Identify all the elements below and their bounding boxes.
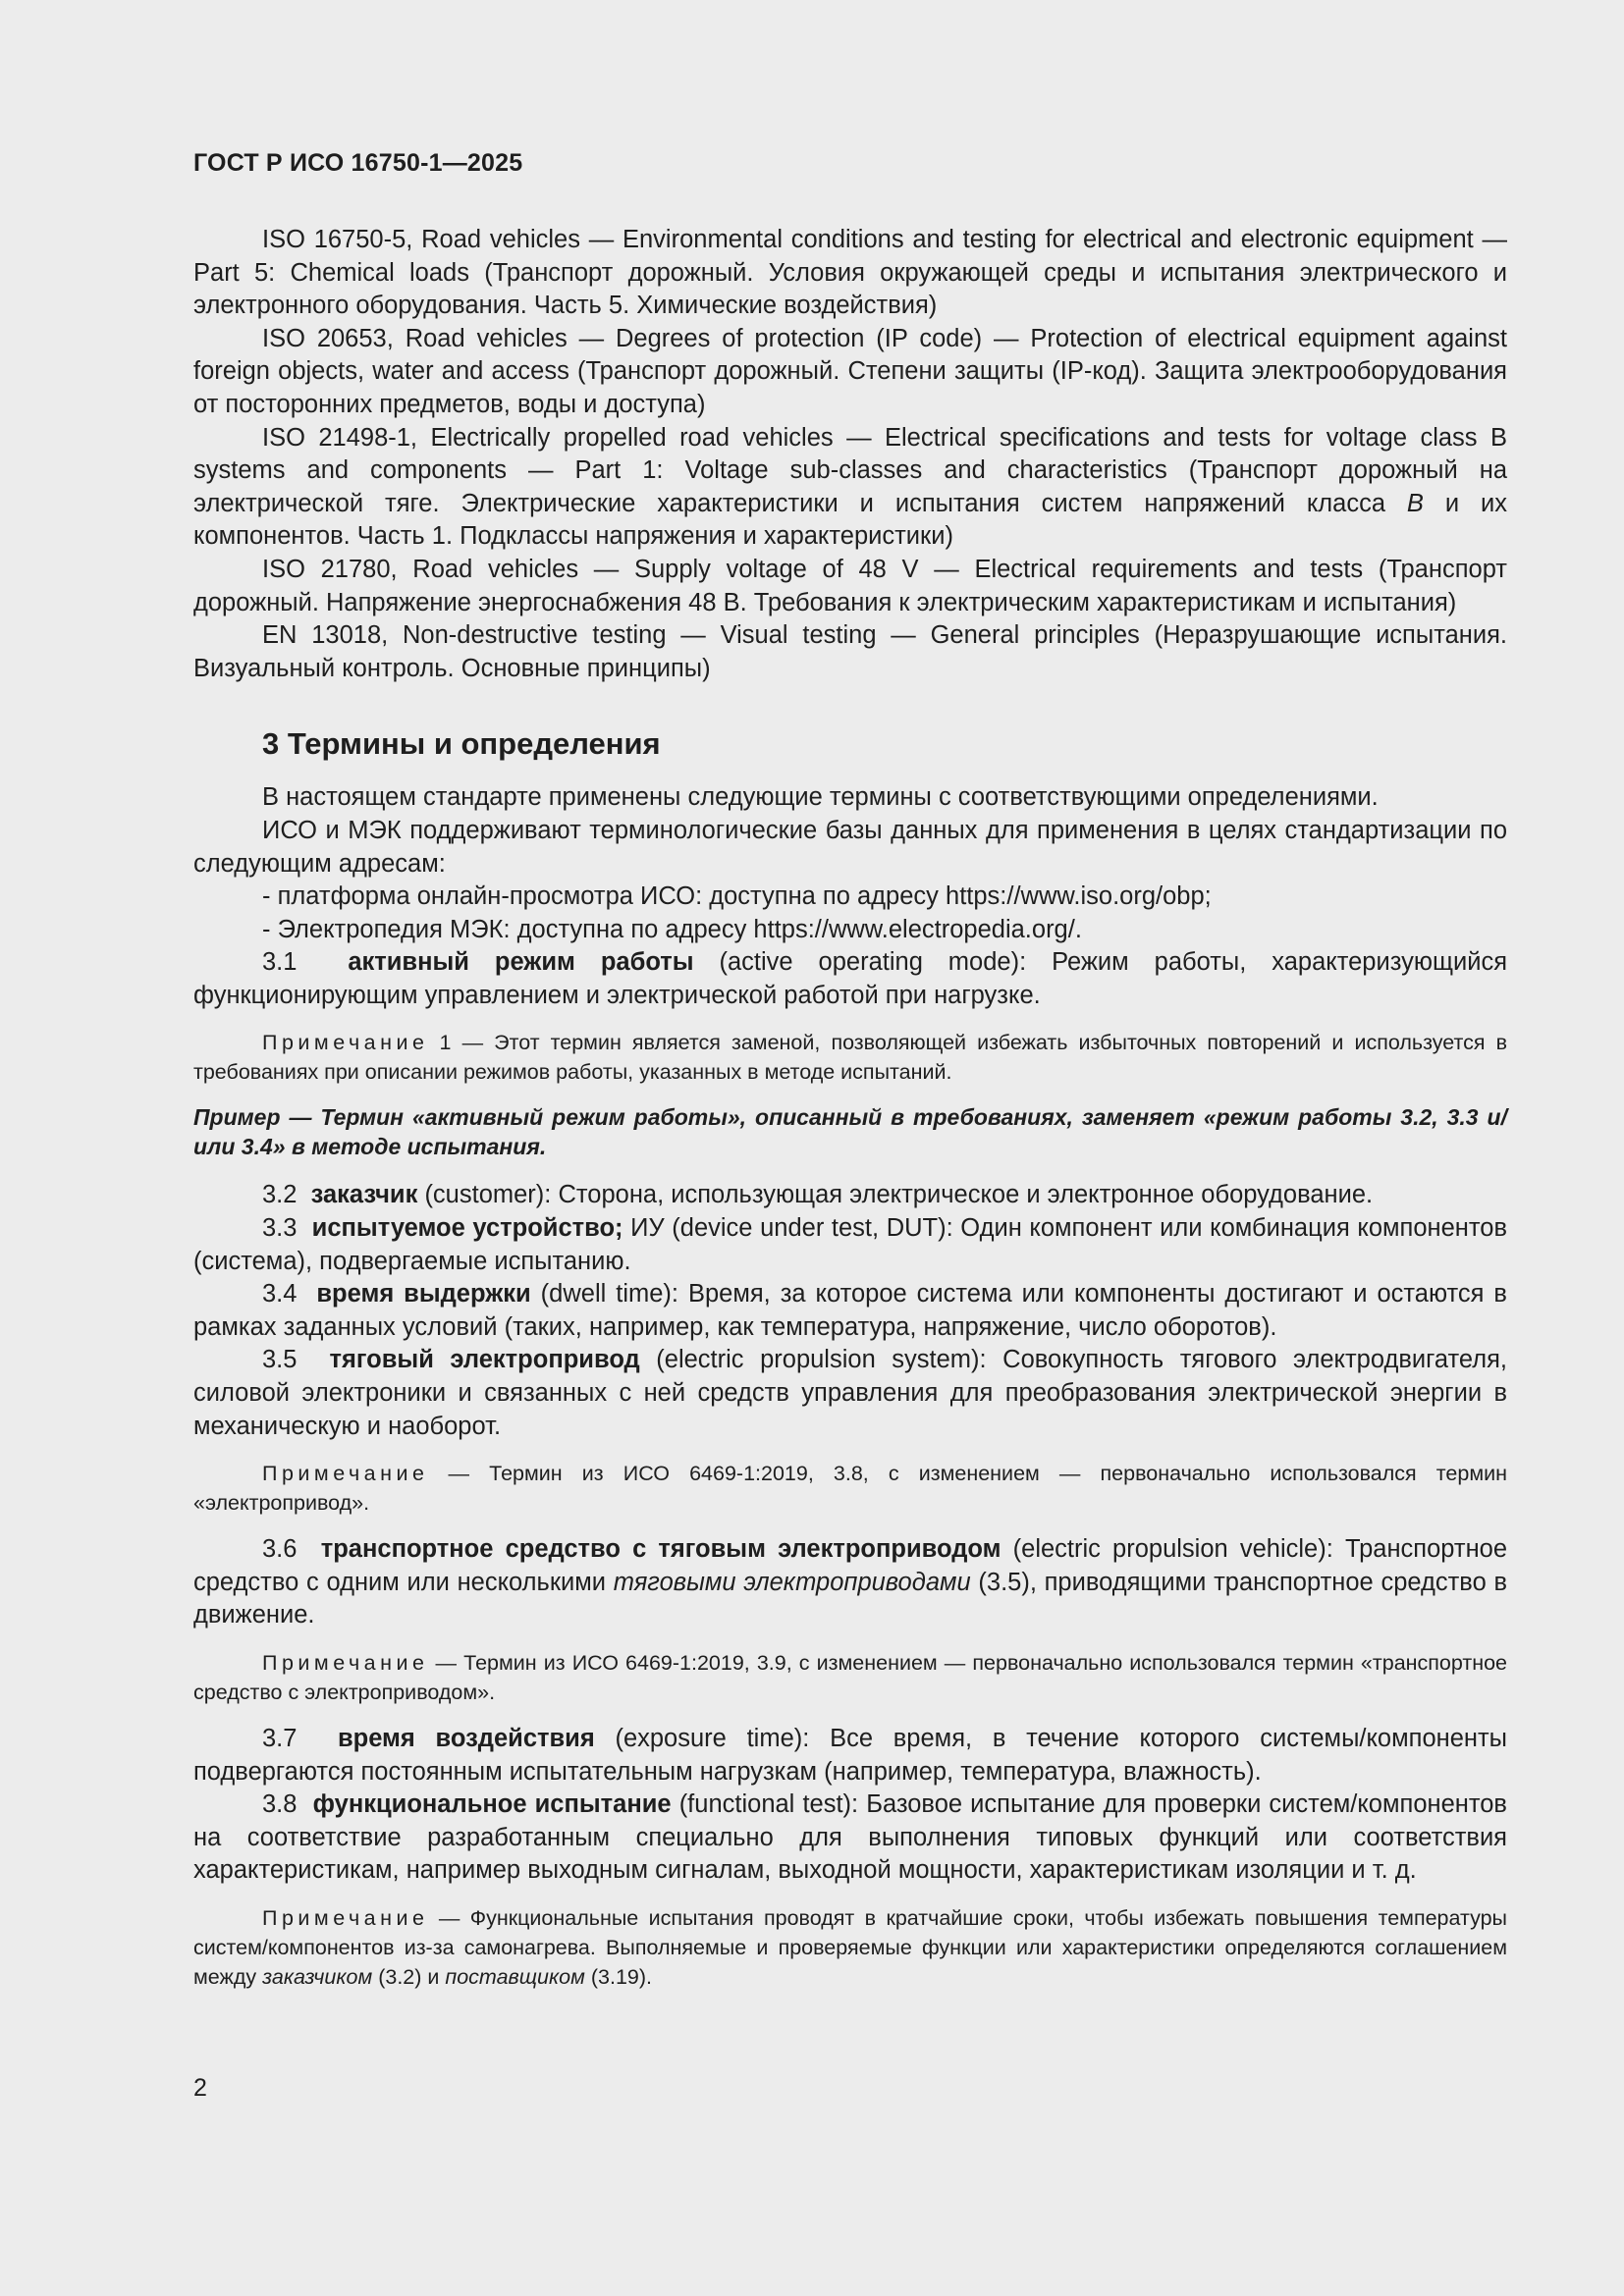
term-3-5	[193, 1344, 1507, 1443]
list-item: - платформа онлайн-просмотра ИСО: доступна по адресу https://www.iso.org/obp;	[262, 882, 1212, 911]
term-name: активный режим работы	[348, 948, 694, 977]
term-name: функциональное испытание	[312, 1790, 672, 1819]
ref-text: и их компонентов. Часть 1. Подклассы напряжения и характеристики)	[193, 489, 1507, 551]
page-number: 2	[193, 2074, 207, 2102]
note-label: Примечание	[262, 1031, 429, 1055]
term-definition: ИУ (device under test, DUT): Один компонент или комбинация компонентов (система), подвергаемые испытанию.	[193, 1214, 1507, 1275]
list-item: - Электропедия МЭК: доступна по адресу https://www.electropedia.org/.	[262, 915, 1082, 943]
note-text: 1 — Этот термин является заменой, позволяющей избежать избыточных повторений и используется в требованиях при описании режимов работы, указанных в методе испытаний.	[193, 1031, 1507, 1085]
term-3-4	[193, 1278, 1507, 1344]
term-3-3	[193, 1212, 1507, 1278]
term-definition: (customer): Сторона, использующая электрическое и электронное оборудование.	[417, 1181, 1374, 1209]
term-name: заказчик	[310, 1181, 418, 1209]
term-name: тяговый электропривод	[329, 1346, 640, 1374]
term-number: 3.4	[262, 1280, 298, 1308]
ref-iso-20653: ISO 20653, Road vehicles — Degrees of protection (IP code) — Protection of electrical equipment against foreign objects, water and access (Транспорт дорожный. Степени защиты (IP-код). Защита электрооборудования от посторонних предметов, воды и доступа)	[193, 324, 1507, 418]
ref-iso-16750-5: ISO 16750-5, Road vehicles — Environmental conditions and testing for electrical and electronic equipment — Part 5: Chemical loads (Транспорт дорожный. Условия окружающей среды и испытания электрического и электронного оборудования. Часть 5. Химические воздействия)	[193, 226, 1507, 320]
term-3-8	[193, 1789, 1507, 1888]
section-title: 3 Термины и определения	[262, 726, 661, 762]
term-definition: (3.5), приводящими транспортное средство в движение.	[193, 1568, 1507, 1629]
note-3-1	[193, 1028, 1507, 1087]
term-3-6	[193, 1533, 1507, 1632]
term-definition: (active operating mode): Режим работы, характеризующийся функционирующим управлением и электрической работой при нагрузке.	[193, 948, 1508, 1009]
ref-italic: B	[1406, 489, 1424, 517]
term-name: время воздействия	[337, 1725, 595, 1752]
term-crossref: заказчиком	[262, 1964, 373, 1989]
term-3-1	[193, 946, 1507, 1012]
section-intro: ИСО и МЭК поддерживают терминологические базы данных для применения в целях стандартизации по следующим адресам:	[193, 816, 1507, 878]
term-crossref: поставщиком	[445, 1964, 585, 1989]
page-content	[193, 224, 1507, 2007]
term-name: транспортное средство с тяговым электроприводом	[320, 1535, 1001, 1564]
term-definition: (exposure time): Все время, в течение которого системы/компоненты подвергаются постоянным испытательным нагрузкам (например, температура, влажность).	[193, 1725, 1507, 1786]
note-3-8	[193, 1903, 1507, 1992]
note-text: (3.2) и	[372, 1964, 446, 1989]
note-label: Примечание	[262, 1905, 429, 1930]
term-number: 3.1	[262, 948, 298, 977]
note-label: Примечание	[262, 1651, 429, 1675]
term-definition: (electric propulsion system): Совокупность тягового электродвигателя, силовой электроники и связанных с ней средств управления для преобразования электрической энергии в механическую и наоборот.	[193, 1346, 1507, 1440]
ref-en-13018: EN 13018, Non-destructive testing — Visual testing — General principles (Неразрушающие испытания. Визуальный контроль. Основные принципы)	[193, 621, 1507, 682]
term-3-2	[193, 1179, 1507, 1212]
term-name: испытуемое устройство;	[311, 1214, 623, 1243]
term-3-7	[193, 1723, 1507, 1789]
ref-text: ISO 21498-1, Electrically propelled road vehicles — Electrical specifications and tests for voltage class B systems and components — Part 1: Voltage sub-classes and characteristics (Транспорт дорожный на электрической тяге. Электрические характеристики и испытания систем напряжений класса	[193, 423, 1507, 517]
term-crossref: тяговыми электроприводами	[613, 1568, 971, 1596]
term-number: 3.6	[262, 1535, 298, 1564]
ref-iso-21780: ISO 21780, Road vehicles — Supply voltage of 48 V — Electrical requirements and tests (Транспорт дорожный. Напряжение энергоснабжения 48 В. Требования к электрическим характеристикам и испытания)	[193, 555, 1507, 616]
example-3-1: Пример — Термин «активный режим работы», описанный в требованиях, заменяет «режим работы 3.2, 3.3 и/или 3.4» в методе испытания.	[193, 1104, 1507, 1160]
note-text: — Термин из ИСО 6469-1:2019, 3.8, с изменением — первоначально использовался термин «электропривод».	[193, 1462, 1507, 1516]
note-3-6	[193, 1648, 1507, 1707]
term-number: 3.5	[262, 1346, 298, 1374]
term-number: 3.7	[262, 1725, 298, 1752]
term-number: 3.8	[262, 1790, 298, 1819]
section-intro: В настоящем стандарте применены следующие термины с соответствующими определениями.	[262, 783, 1379, 812]
ref-iso-21498-1	[193, 422, 1507, 554]
term-number: 3.2	[262, 1181, 298, 1209]
term-definition: (functional test): Базовое испытание для проверки систем/компонентов на соответствие разработанным специально для выполнения типовых функций или соответствия характеристикам, например выходным сигналам, выходной мощности, характеристикам изоляции и т. д.	[193, 1790, 1507, 1885]
note-text: (3.19).	[584, 1964, 652, 1989]
note-label: Примечание	[262, 1462, 429, 1486]
term-definition: (dwell time): Время, за которое система или компоненты достигают и остаются в рамках заданных условий (таких, например, как температура, напряжение, число оборотов).	[193, 1280, 1507, 1341]
term-name: время выдержки	[316, 1280, 531, 1308]
note-text: — Функциональные испытания проводят в кратчайшие сроки, чтобы избежать повышения температуры систем/компонентов из-за самонагрева. Выполняемые и проверяемые функции или характеристики определяются соглашением между	[193, 1905, 1507, 1989]
standard-header: ГОСТ Р ИСО 16750-1—2025	[193, 149, 523, 177]
term-number: 3.3	[262, 1214, 298, 1243]
term-definition: (electric propulsion vehicle): Транспортное средство с одним или несколькими	[193, 1535, 1508, 1596]
note-3-5	[193, 1459, 1507, 1518]
note-text: — Термин из ИСО 6469-1:2019, 3.9, с изменением — первоначально использовался термин «транспортное средство с электроприводом».	[193, 1651, 1507, 1704]
